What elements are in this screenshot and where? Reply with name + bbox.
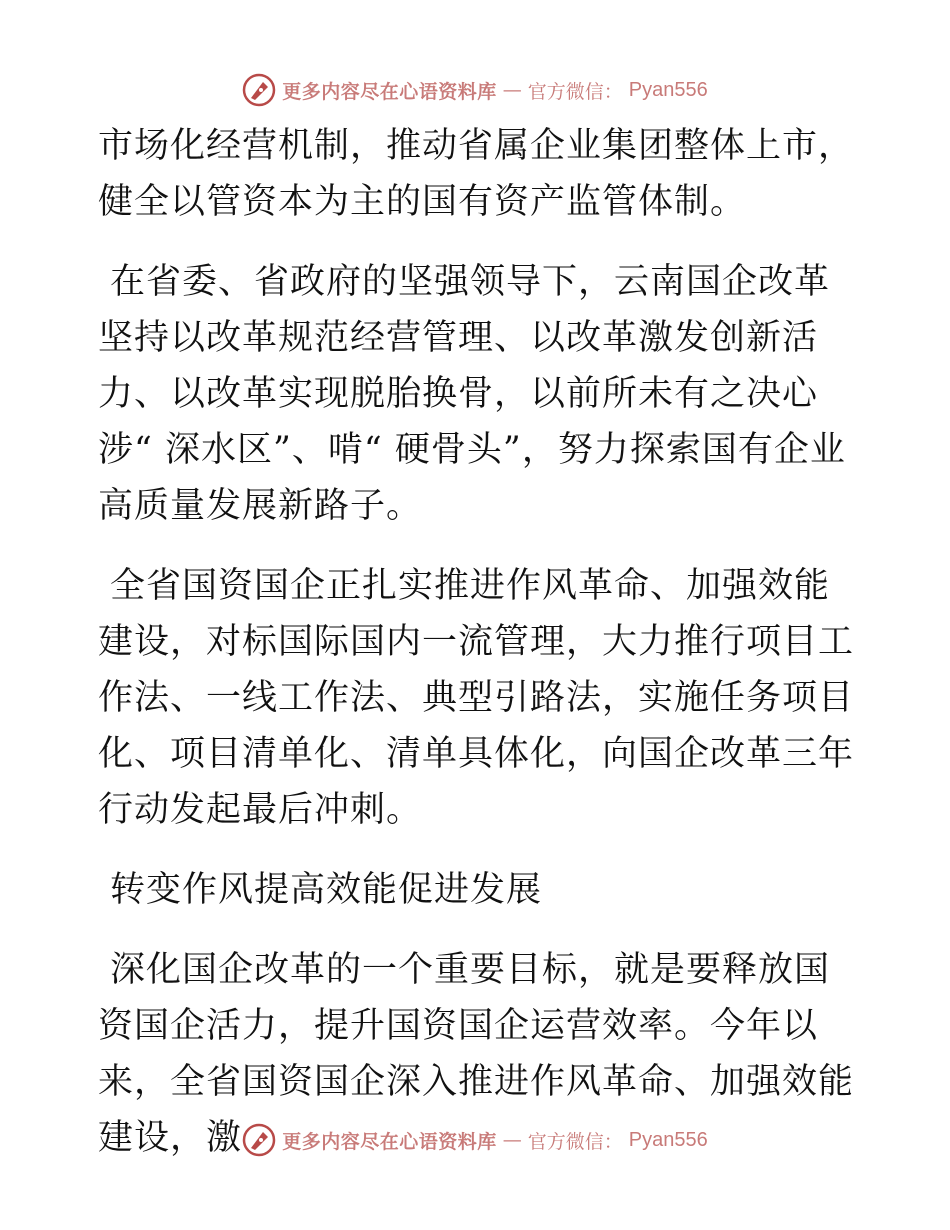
- pen-nib-logo-icon: [242, 73, 276, 107]
- paragraph-3: 全省国资国企正扎实推进作风革命、加强效能建设，对标国际国内一流管理，大力推行项目工作法、一线工作法、典型引路法，实施任务项目化、项目清单化、清单具体化，向国企改革三年行动发起最后冲刺。: [98, 566, 855, 830]
- watermark-separator: —: [502, 79, 522, 101]
- paragraph-1: 市场化经营机制，推动省属企业集团整体上市，健全以管资本为主的国有资产监管体制。: [98, 126, 855, 222]
- pen-nib-logo-icon: [242, 1123, 276, 1157]
- watermark-wechat-id: Pyan556: [628, 1128, 708, 1151]
- document-body: [98, 118, 858, 1190]
- watermark-separator: —: [502, 1129, 522, 1151]
- watermark-brand: 更多内容尽在心语资料库: [282, 80, 497, 103]
- watermark-suffix: 官方微信：: [527, 1130, 623, 1153]
- watermark-suffix: 官方微信：: [527, 80, 623, 103]
- watermark-brand: 更多内容尽在心语资料库: [282, 1130, 497, 1153]
- paragraph-2: 在省委、省政府的坚强领导下，云南国企改革坚持以改革规范经营管理、以改革激发创新活力、以改革实现脱胎换骨，以前所未有之决心涉“ 深水区”、啃“ 硬骨头”，努力探索国有企业高质量发展新路子。: [98, 262, 846, 526]
- header-watermark: [0, 70, 950, 110]
- section-heading: 转变作风提高效能促进发展: [110, 870, 543, 910]
- footer-watermark: [0, 1120, 950, 1160]
- watermark-wechat-id: Pyan556: [628, 78, 708, 101]
- paragraph-4: 深化国企改革的一个重要目标，就是要释放国资国企活力，提升国资国企运营效率。今年以来，全省国资国企深入推进作风革命、加强效能建设，激: [98, 950, 855, 1158]
